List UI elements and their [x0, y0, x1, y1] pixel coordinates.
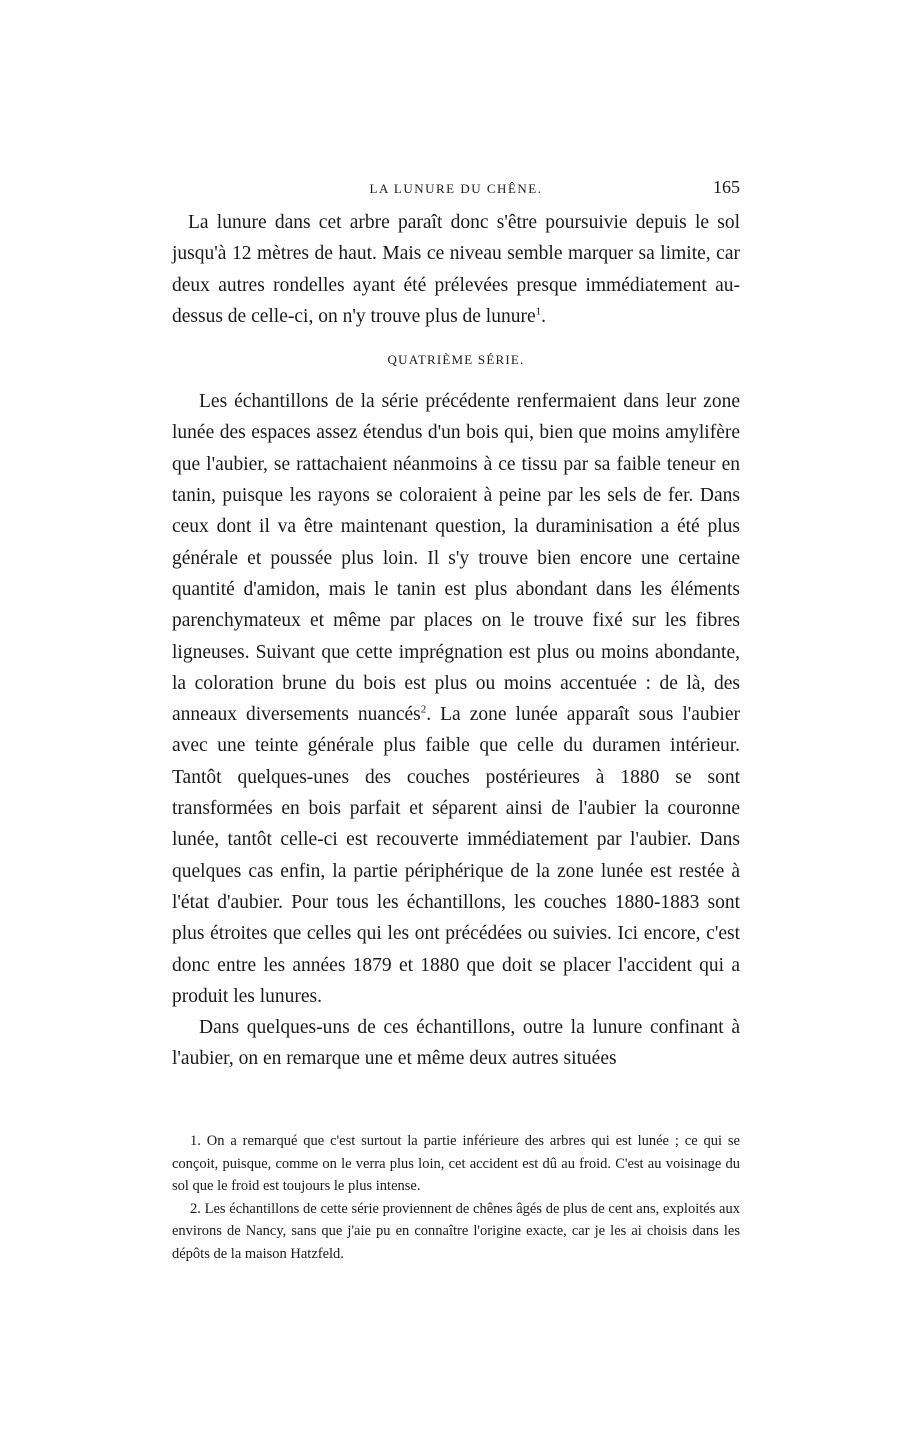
footnote-2: 2. Les échantillons de cette série proviennent de chênes âgés de plus de cent ans, exploités aux environs de Nancy, sans que j'aie pu en connaître l'origine exacte, car je les ai choisis dans les dépôts de la maison Hatzfeld.: [172, 1200, 740, 1262]
footnote-ref-1: 1: [535, 305, 542, 318]
paragraph-2: [172, 386, 740, 1012]
page-number: 165: [713, 177, 740, 197]
footnote-ref-2: 2: [420, 703, 427, 716]
body-text: [172, 207, 740, 1075]
paragraph-3-text: Dans quelques-uns de ces échantillons, outre la lunure confinant à l'aubier, on en remarque une et même deux autres situées: [172, 1017, 740, 1070]
paragraph-1-text: La lunure dans cet arbre paraît donc s'être poursuivie depuis le sol jusqu'à 12 mètres de haut. Mais ce niveau semble marquer sa limite, car deux autres rondelles ayant été prélevées presque immédiatement au-dessus de celle-ci, on n'y trouve plus de lunure: [172, 212, 740, 327]
running-header: [172, 177, 740, 201]
paragraph-1: [172, 207, 740, 332]
footnotes: [172, 1130, 740, 1266]
section-heading: QUATRIÈME SÉRIE.: [387, 352, 525, 368]
paragraph-3: [172, 1012, 740, 1075]
paragraph-2-text-b: . La zone lunée apparaît sous l'aubier avec une teinte générale plus faible que celle du duramen intérieur. Tantôt quelques-unes des couches postérieures à 1880 se sont transformées en bois parfait et séparent ainsi de l'aubier la couronne lunée, tantôt celle-ci est recouverte immédiatement par l'aubier. Dans quelques cas enfin, la partie périphérique de la zone lunée est restée à l'état d'aubier. Pour tous les échantillons, les couches 1880-1883 sont plus étroites que celles qui les ont précédées ou suivies. Ici encore, c'est donc entre les années 1879 et 1880 que doit se placer l'accident qui a produit les lunures.: [172, 704, 740, 1007]
paragraph-2-text-a: Les échantillons de la série précédente renfermaient dans leur zone lunée des espaces assez étendus d'un bois qui, bien que moins amylifère que l'aubier, se rattachaient néanmoins à ce tissu par sa faible teneur en tanin, puisque les rayons se coloraient à peine par les sels de fer. Dans ceux dont il va être maintenant question, la duraminisation a été plus générale et poussée plus loin. Il s'y trouve bien encore une certaine quantité d'amidon, mais le tanin est plus abondant dans les éléments parenchymateux et même par places on le trouve fixé sur les fibres ligneuses. Suivant que cette imprégnation est plus ou moins abondante, la coloration brune du bois est plus ou moins accentuée : de là, des anneaux diversements nuancés: [172, 391, 740, 726]
paragraph-1-end: .: [541, 305, 547, 327]
running-title: LA LUNURE DU CHÊNE.: [369, 181, 543, 196]
footnote-1: 1. On a remarqué que c'est surtout la partie inférieure des arbres qui est lunée ; ce qui se conçoit, puisque, comme on le verra plus loin, cet accident est dû au froid. C'est au voisinage du sol que le froid est toujours le plus intense.: [172, 1133, 740, 1195]
